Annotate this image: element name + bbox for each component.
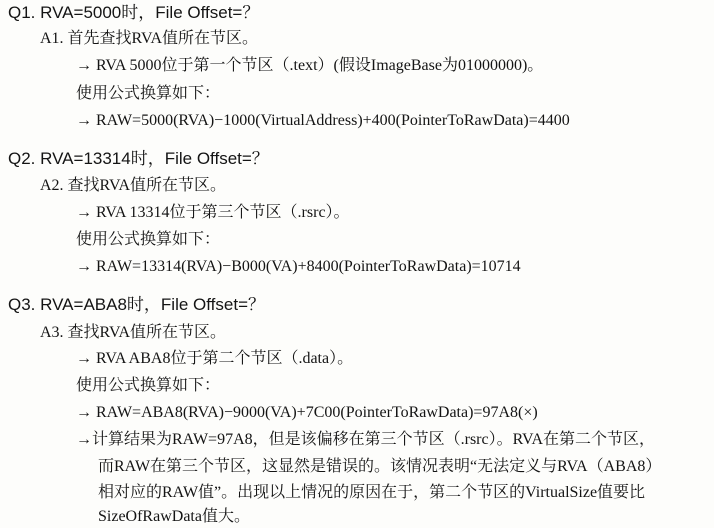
answer-2-line-3: → RAW=13314(RVA)−B000(VA)+8400(PointerToRawData)=10714 [76,258,521,275]
question-2-title: Q2. RVA=13314时，File Offset=？ [8,149,269,168]
answer-3-label: A3. 查找RVA值所在节区。 [40,324,226,341]
answer-2-line-2: 使用公式换算如下： [76,231,221,248]
answer-3-line-5: 而RAW在第三个节区，这显然是错误的。该情况表明“无法定义与RVA（ABA8） [98,458,662,475]
question-3-title: Q3. RVA=ABA8时，File Offset=？ [8,295,265,314]
answer-3-line-4: →计算结果为RAW=97A8，但是该偏移在第三个节区（.rsrc）。RVA在第二个节区， [76,431,656,448]
answer-2-line-1: → RVA 13314位于第三个节区（.rsrc）。 [76,204,350,221]
question-1-title: Q1. RVA=5000时，File Offset=？ [8,3,260,22]
answer-3-line-3: → RAW=ABA8(RVA)−9000(VA)+7C00(PointerToRawData)=97A8(×) [76,404,538,421]
answer-3-line-2: 使用公式换算如下： [76,377,221,394]
answer-3-line-1: → RVA ABA8位于第二个节区（.data）。 [76,350,354,367]
answer-3-line-6: 相对应的RAW值”。出现以上情况的原因在于，第二个节区的VirtualSize值要比 [98,484,646,501]
answer-2-label: A2. 查找RVA值所在节区。 [40,177,226,194]
answer-1-line-1: → RVA 5000位于第一个节区（.text）(假设ImageBase为01000000)。 [76,57,544,74]
answer-1-line-2: 使用公式换算如下： [76,85,221,102]
answer-3-line-7: SizeOfRawData值大。 [98,508,250,525]
answer-1-line-3: → RAW=5000(RVA)−1000(VirtualAddress)+400(PointerToRawData)=4400 [76,112,570,129]
answer-1-label: A1. 首先查找RVA值所在节区。 [40,30,258,47]
